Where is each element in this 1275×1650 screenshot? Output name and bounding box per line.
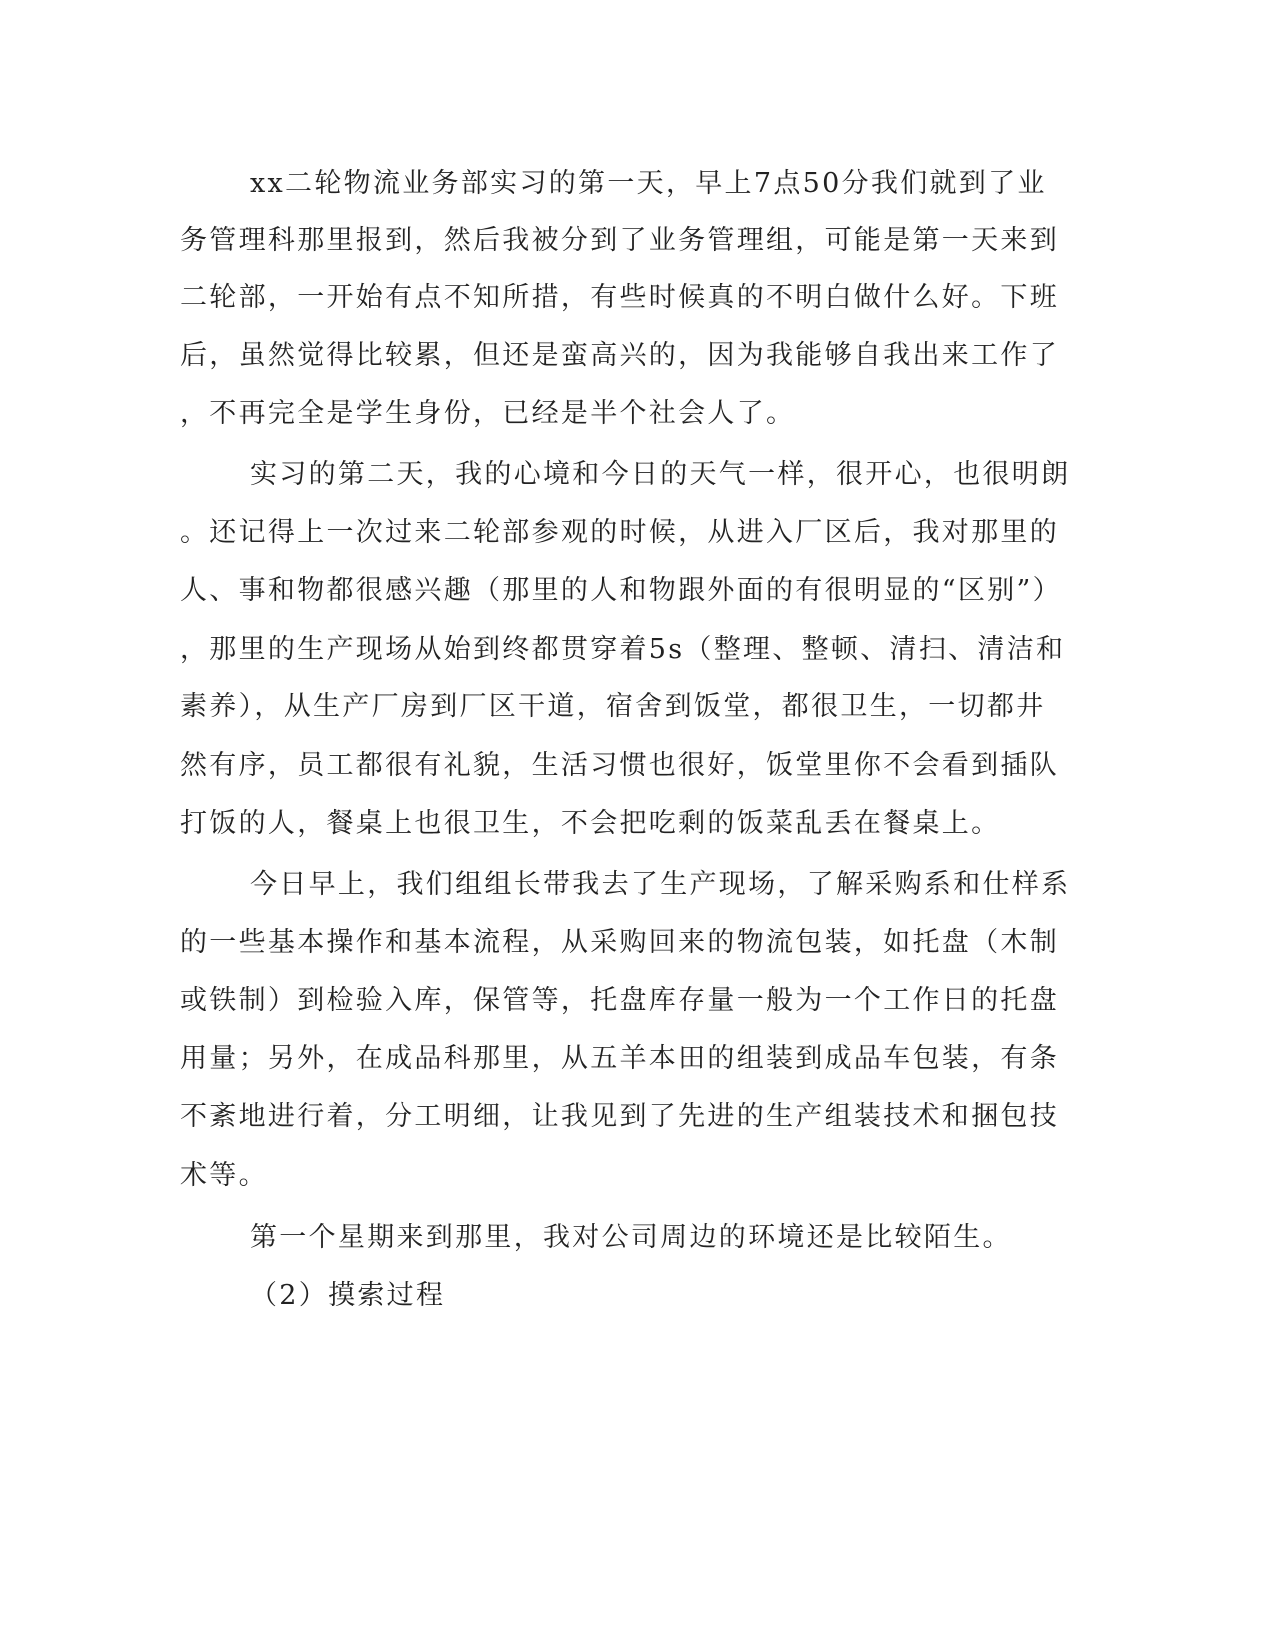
text-line: ，不再完全是学生身份，已经是半个社会人了。 <box>180 398 796 429</box>
section-heading-text: （2）摸索过程 <box>250 1280 446 1311</box>
text-line: 今日早上，我们组组长带我去了生产现场，了解采购系和仕样系 <box>250 869 1071 900</box>
text-line: 的一些基本操作和基本流程，从采购回来的物流包装，如托盘（木制 <box>180 927 1059 958</box>
text-line: 素养），从生产厂房到厂区干道，宿舍到饭堂，都很卫生，一切都井 <box>180 691 1046 722</box>
text-line: 实习的第二天，我的心境和今日的天气一样，很开心，也很明朗 <box>250 459 1071 490</box>
text-line: 人、事和物都很感兴趣（那里的人和物跟外面的有很明显的“区别”） <box>180 575 1062 606</box>
text-line: xx二轮物流业务部实习的第一天，早上7点50分我们就到了业 <box>250 168 1047 199</box>
text-line: 后，虽然觉得比较累，但还是蛮高兴的，因为我能够自我出来工作了 <box>180 340 1059 371</box>
text-line: 不紊地进行着，分工明细，让我见到了先进的生产组装技术和捆包技 <box>180 1101 1059 1132</box>
text-line: 术等。 <box>180 1160 268 1191</box>
text-line: 用量；另外，在成品科那里，从五羊本田的组装到成品车包装，有条 <box>180 1043 1059 1074</box>
text-line: 或铁制）到检验入库，保管等，托盘库存量一般为一个工作日的托盘 <box>180 985 1059 1016</box>
text-line: ，那里的生产现场从始到终都贯穿着5s（整理、整顿、清扫、清洁和 <box>180 634 1066 665</box>
text-line: 务管理科那里报到，然后我被分到了业务管理组，可能是第一天来到 <box>180 225 1059 256</box>
text-line: 打饭的人，餐桌上也很卫生，不会把吃剩的饭菜乱丢在餐桌上。 <box>180 808 1001 839</box>
text-line: 二轮部，一开始有点不知所措，有些时候真的不明白做什么好。下班 <box>180 282 1059 313</box>
text-line: 。还记得上一次过来二轮部参观的时候，从进入厂区后，我对那里的 <box>180 517 1059 548</box>
text-line: 第一个星期来到那里，我对公司周边的环境还是比较陌生。 <box>250 1222 1012 1253</box>
text-line: 然有序，员工都很有礼貌，生活习惯也很好，饭堂里你不会看到插队 <box>180 750 1059 781</box>
